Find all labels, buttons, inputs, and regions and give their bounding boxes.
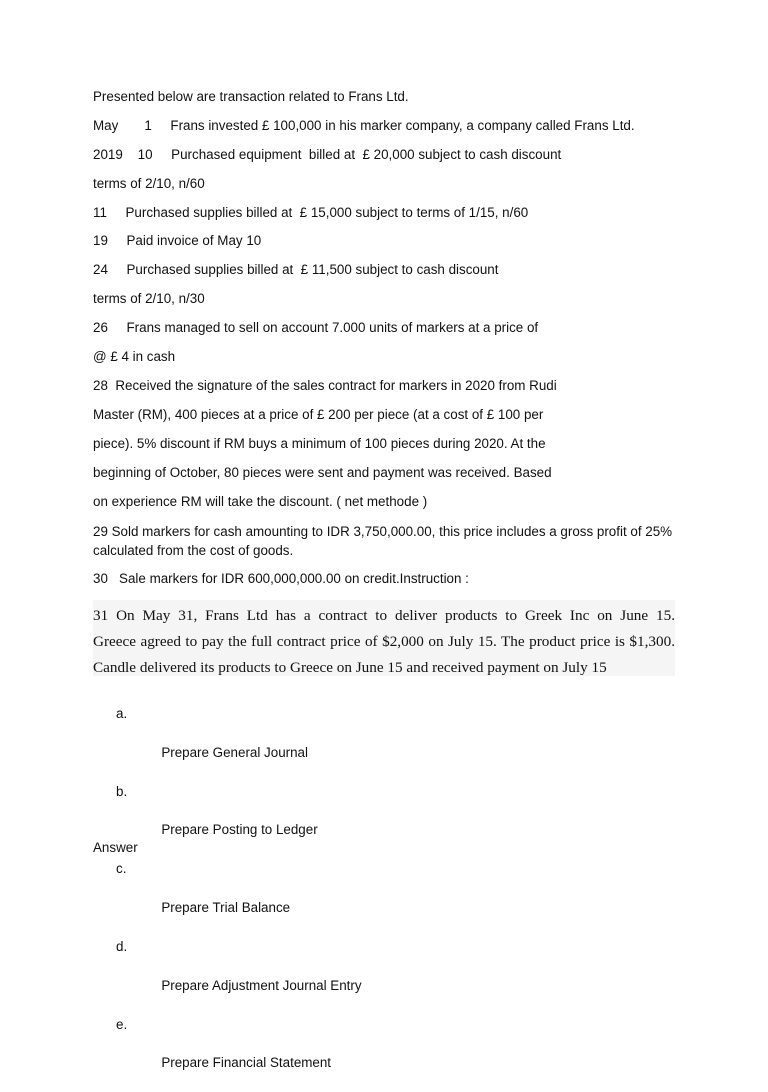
transaction-may-26: 26 Frans managed to sell on account 7.000 units of markers at a price of: [93, 319, 538, 337]
instruction-item: [116, 937, 362, 1015]
transaction-may-28-line-3: piece). 5% discount if RM buys a minimum of 100 pieces during 2020. At the: [93, 435, 546, 453]
transaction-may-28-line-5: on experience RM will take the discount. ( net methode ): [93, 493, 427, 511]
transaction-may-26-continued: @ £ 4 in cash: [93, 348, 175, 366]
transaction-may-24: 24 Purchased supplies billed at £ 11,500 subject to cash discount: [93, 261, 498, 279]
transaction-may-28-line-2: Master (RM), 400 pieces at a price of £ 200 per piece (at a cost of £ 100 per: [93, 406, 543, 424]
list-marker: e.: [116, 1015, 127, 1034]
list-marker: a.: [116, 704, 127, 723]
instruction-item: [116, 859, 362, 937]
transaction-may-19: 19 Paid invoice of May 10: [93, 232, 261, 250]
transaction-may-29: 29 Sold markers for cash amounting to IDR 3,750,000.00, this price includes a gross profit of 25% calculated from the cost of goods.: [93, 522, 677, 560]
intro-text: Presented below are transaction related to Frans Ltd.: [93, 88, 409, 106]
transaction-may-1: May 1 Frans invested £ 100,000 in his marker company, a company called Frans Ltd.: [93, 117, 635, 135]
instruction-text: Prepare Adjustment Journal Entry: [161, 978, 361, 993]
instruction-text: Prepare Trial Balance: [161, 900, 290, 915]
list-marker: d.: [116, 937, 127, 956]
transaction-may-31-line-1: 31 On May 31, Frans Ltd has a contract to deliver products to Greek Inc on June 15.: [93, 603, 675, 629]
transaction-may-31-line-3: Candle delivered its products to Greece on June 15 and received payment on July 15: [93, 655, 675, 681]
transaction-may-10: 2019 10 Purchased equipment billed at £ 20,000 subject to cash discount: [93, 146, 561, 164]
instruction-text: Prepare General Journal: [161, 745, 308, 760]
transaction-may-28-line-4: beginning of October, 80 pieces were sent and payment was received. Based: [93, 464, 552, 482]
instruction-item: [116, 704, 362, 782]
instruction-item: [116, 782, 362, 860]
instruction-text: Prepare Financial Statement: [161, 1055, 331, 1070]
instruction-list: [116, 704, 362, 1092]
answer-label: Answer: [93, 839, 138, 857]
instruction-item: [116, 1015, 362, 1092]
transaction-may-30: 30 Sale markers for IDR 600,000,000.00 on credit.Instruction :: [93, 570, 469, 588]
transaction-may-31-line-2: Greece agreed to pay the full contract price of $2,000 on July 15. The product price is $1,300.: [93, 629, 675, 655]
transaction-may-28-line-1: 28 Received the signature of the sales contract for markers in 2020 from Rudi: [93, 377, 557, 395]
transaction-may-10-continued: terms of 2/10, n/60: [93, 175, 205, 193]
transaction-may-11: 11 Purchased supplies billed at £ 15,000 subject to terms of 1/15, n/60: [93, 204, 528, 222]
list-marker: b.: [116, 782, 127, 801]
transaction-may-31-block: [93, 600, 675, 676]
list-marker: c.: [116, 859, 126, 878]
transaction-may-24-continued: terms of 2/10, n/30: [93, 290, 205, 308]
instruction-text: Prepare Posting to Ledger: [161, 822, 317, 837]
